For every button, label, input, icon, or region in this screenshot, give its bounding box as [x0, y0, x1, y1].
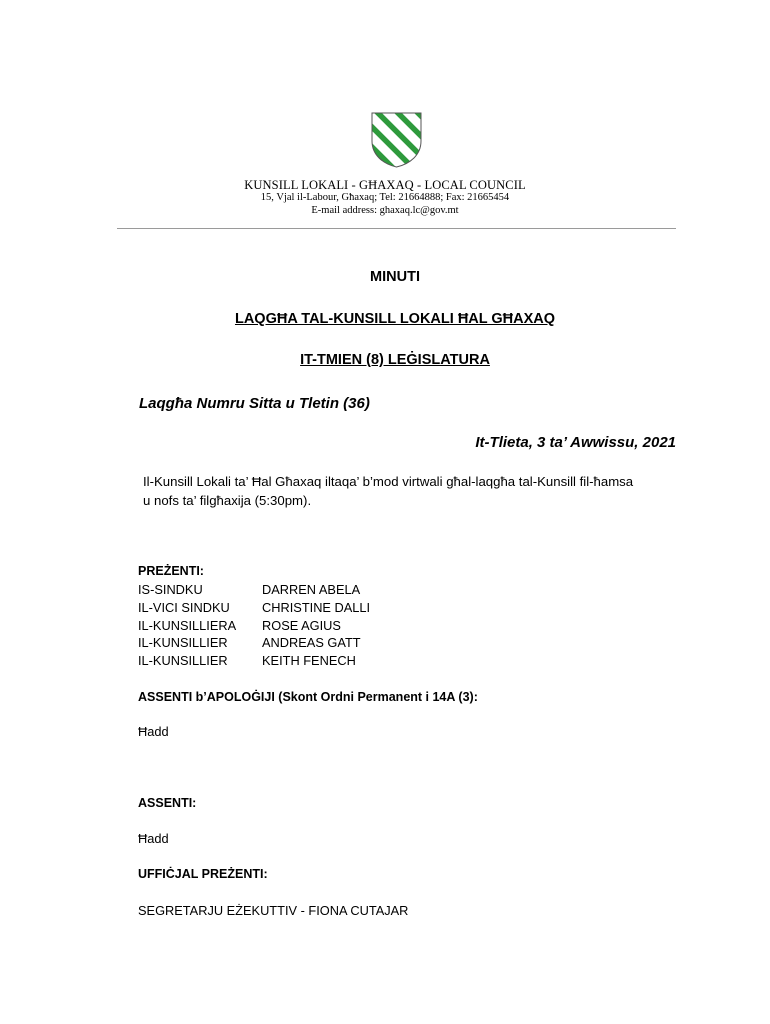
member-row — [138, 653, 356, 668]
intro-paragraph — [143, 472, 683, 510]
council-address-line: 15, Vjal il-Labour, Għaxaq; Tel: 21664888; Fax: 21665454 — [260, 192, 510, 203]
officials-heading: UFFIĊJAL PREŻENTI: — [138, 867, 268, 881]
member-name: KEITH FENECH — [262, 653, 356, 668]
absent-heading: ASSENTI: — [138, 796, 197, 810]
intro-line-2: u nofs ta’ filgħaxija (5:30pm). — [143, 493, 312, 508]
document-title: MINUTI — [370, 269, 420, 285]
member-role: IL-KUNSILLIERA — [138, 618, 237, 633]
header-divider — [117, 228, 676, 229]
member-name: DARREN ABELA — [262, 582, 361, 597]
meeting-title: LAQGĦA TAL-KUNSILL LOKALI ĦAL GĦAXAQ — [234, 311, 556, 327]
council-name-line: KUNSILL LOKALI - GĦAXAQ - LOCAL COUNCIL — [244, 178, 526, 192]
member-name: ROSE AGIUS — [262, 618, 341, 633]
officials-value: SEGRETARJU EŻEKUTTIV - FIONA CUTAJAR — [138, 903, 409, 918]
present-heading: PREŻENTI: — [138, 564, 204, 578]
meeting-date: It-Tlieta, 3 ta’ Awwissu, 2021 — [475, 434, 676, 451]
intro-line-1: Il-Kunsill Lokali ta’ Ħal Għaxaq iltaqa’ b’mod virtwali għal-laqgħa tal-Kunsill fil-ħamsa — [143, 474, 634, 489]
member-role: IL-KUNSILLIER — [138, 635, 228, 650]
member-row — [138, 635, 361, 650]
member-row — [138, 618, 341, 633]
member-name: ANDREAS GATT — [262, 635, 361, 650]
member-row — [138, 600, 370, 615]
member-role: IL-VICI SINDKU — [138, 600, 230, 615]
apologies-value: Ħadd — [138, 724, 169, 739]
council-email-line: E-mail address: ghaxaq.lc@gov.mt — [311, 205, 459, 216]
member-row — [138, 582, 360, 597]
member-name: CHRISTINE DALLI — [262, 600, 371, 615]
member-role: IL-KUNSILLIER — [138, 653, 228, 668]
meeting-number: Laqgħa Numru Sitta u Tletin (36) — [139, 395, 370, 412]
absent-value: Ħadd — [138, 831, 169, 846]
council-shield-icon — [370, 111, 423, 168]
member-role: IS-SINDKU — [138, 582, 203, 597]
legislature-title: IT-TMIEN (8) LEĠISLATURA — [300, 352, 490, 368]
apologies-heading: ASSENTI b’APOLOĠIJI (Skont Ordni Permanent i 14A (3): — [138, 690, 478, 704]
